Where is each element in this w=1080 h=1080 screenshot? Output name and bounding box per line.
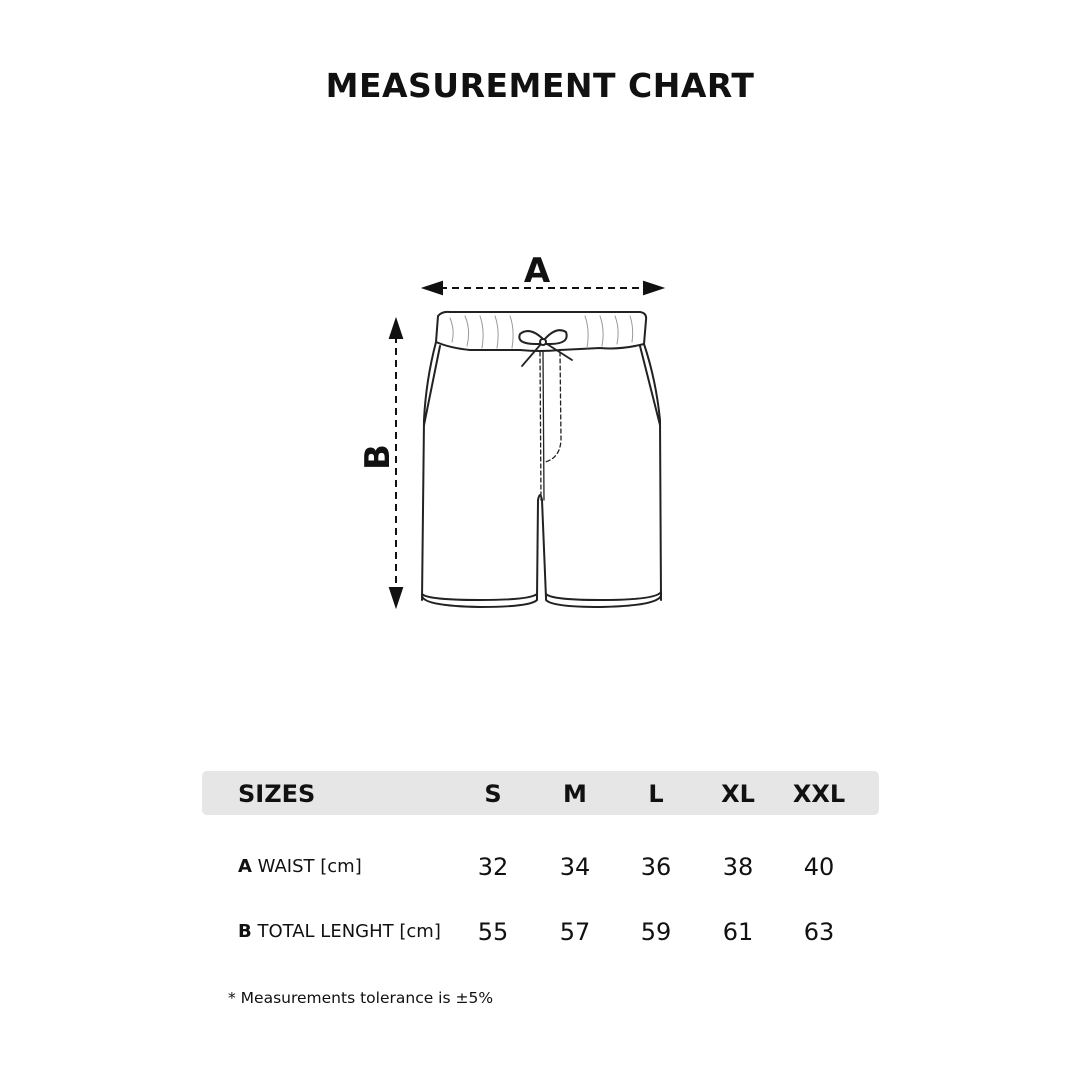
- size-header-s: S: [484, 780, 502, 808]
- row-letter-a: A: [238, 856, 252, 877]
- row-text-waist: WAIST [cm]: [257, 856, 362, 877]
- label-b: B: [358, 444, 398, 470]
- shorts-icon: [422, 312, 661, 607]
- row-text-length: TOTAL LENGHT [cm]: [257, 921, 441, 942]
- size-header-m: M: [563, 780, 587, 808]
- row-letter-b: B: [238, 921, 252, 942]
- table-cell: 38: [722, 853, 754, 881]
- size-header-xxl: XXL: [792, 780, 846, 808]
- label-a: A: [523, 251, 551, 291]
- table-cell: 40: [803, 853, 835, 881]
- table-cell: 32: [477, 853, 509, 881]
- table-cell: 61: [722, 918, 754, 946]
- table-cell: 63: [803, 918, 835, 946]
- tolerance-note: * Measurements tolerance is ±5%: [228, 989, 494, 1007]
- table-cell: 34: [559, 853, 591, 881]
- row-label-length: [238, 921, 441, 942]
- table-cell: 36: [640, 853, 672, 881]
- size-header-xl: XL: [721, 780, 755, 808]
- row-label-waist: [238, 856, 362, 877]
- page-title: MEASUREMENT CHART: [325, 66, 755, 105]
- size-header-l: L: [648, 780, 664, 808]
- sizes-header-label: SIZES: [238, 780, 316, 808]
- table-cell: 59: [640, 918, 672, 946]
- table-cell: 55: [477, 918, 509, 946]
- table-cell: 57: [559, 918, 591, 946]
